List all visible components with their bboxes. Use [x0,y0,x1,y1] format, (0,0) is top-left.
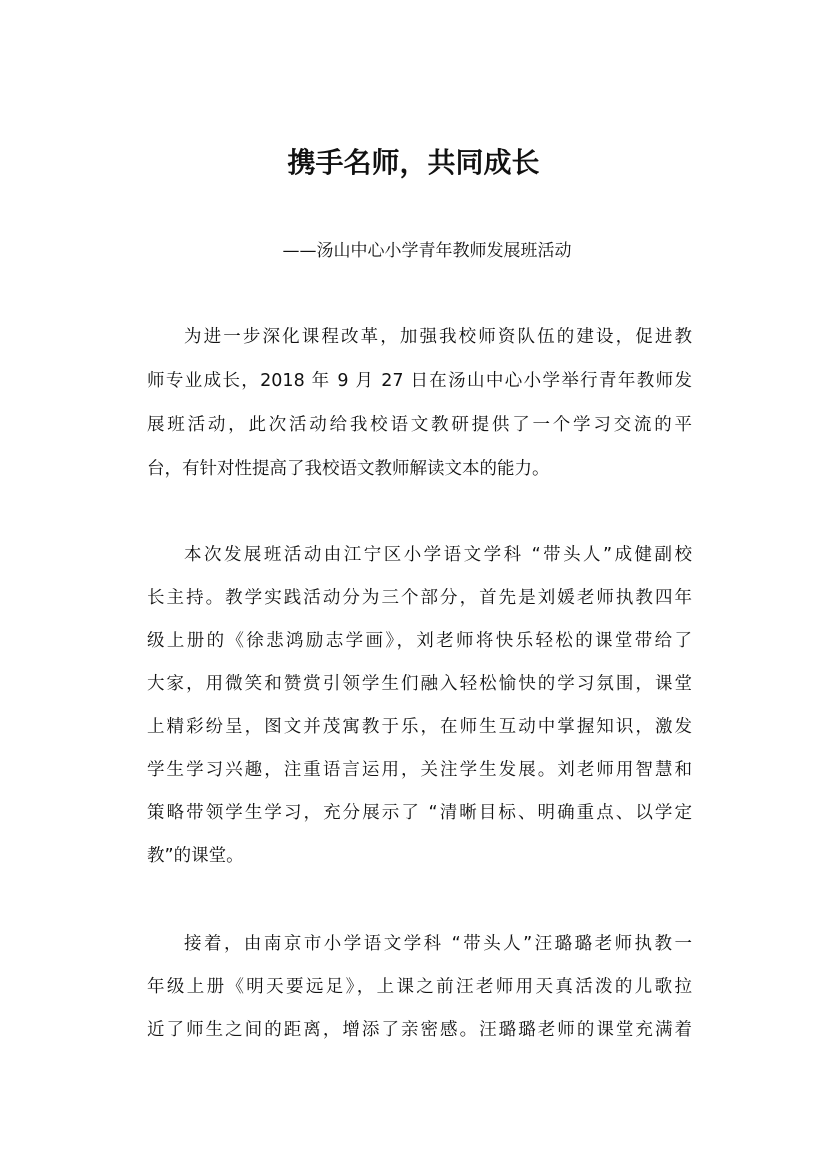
paragraph-line: 台，有针对性提高了我校语文教师解读文本的能力。 [147,459,550,479]
paragraph-line: 近了师生之间的距离，增添了亲密感。汪璐璐老师的课堂充满着 [147,1020,692,1040]
paragraph-line: 长主持。教学实践活动分为三个部分，首先是刘媛老师执教四年 [147,588,692,608]
page-subtitle: ——汤山中心小学青年教师发展班活动 [282,241,572,261]
paragraph-line: 级上册的《徐悲鸿励志学画》，刘老师将快乐轻松的课堂带给了 [147,631,692,651]
paragraph-line: 年级上册《明天要远足》，上课之前汪老师用天真活泼的儿歌拉 [147,977,692,997]
paragraph-line: 接着，由南京市小学语文学科 “带头人”汪璐璐老师执教一 [184,934,692,954]
paragraph-line: 上精彩纷呈，图文并茂寓教于乐，在师生互动中掌握知识，激发 [147,717,692,737]
paragraph-line: 为进一步深化课程改革，加强我校师资队伍的建设，促进教 [184,327,692,347]
paragraph-line: 师专业成长，2018 年 9 月 27 日在汤山中心小学举行青年教师发 [147,371,692,391]
paragraph-line: 展班活动，此次活动给我校语文教研提供了一个学习交流的平 [147,415,692,435]
paragraph-line: 教”的课堂。 [147,846,244,866]
page-title: 携手名师，共同成长 [287,146,540,179]
paragraph-line: 策略带领学生学习，充分展示了 “清晰目标、明确重点、以学定 [147,803,692,823]
paragraph-line: 学生学习兴趣，注重语言运用，关注学生发展。刘老师用智慧和 [147,760,692,780]
paragraph-line: 本次发展班活动由江宁区小学语文学科 “带头人”成健副校 [184,545,692,565]
paragraph-line: 大家，用微笑和赞赏引领学生们融入轻松愉快的学习氛围，课堂 [147,674,692,694]
